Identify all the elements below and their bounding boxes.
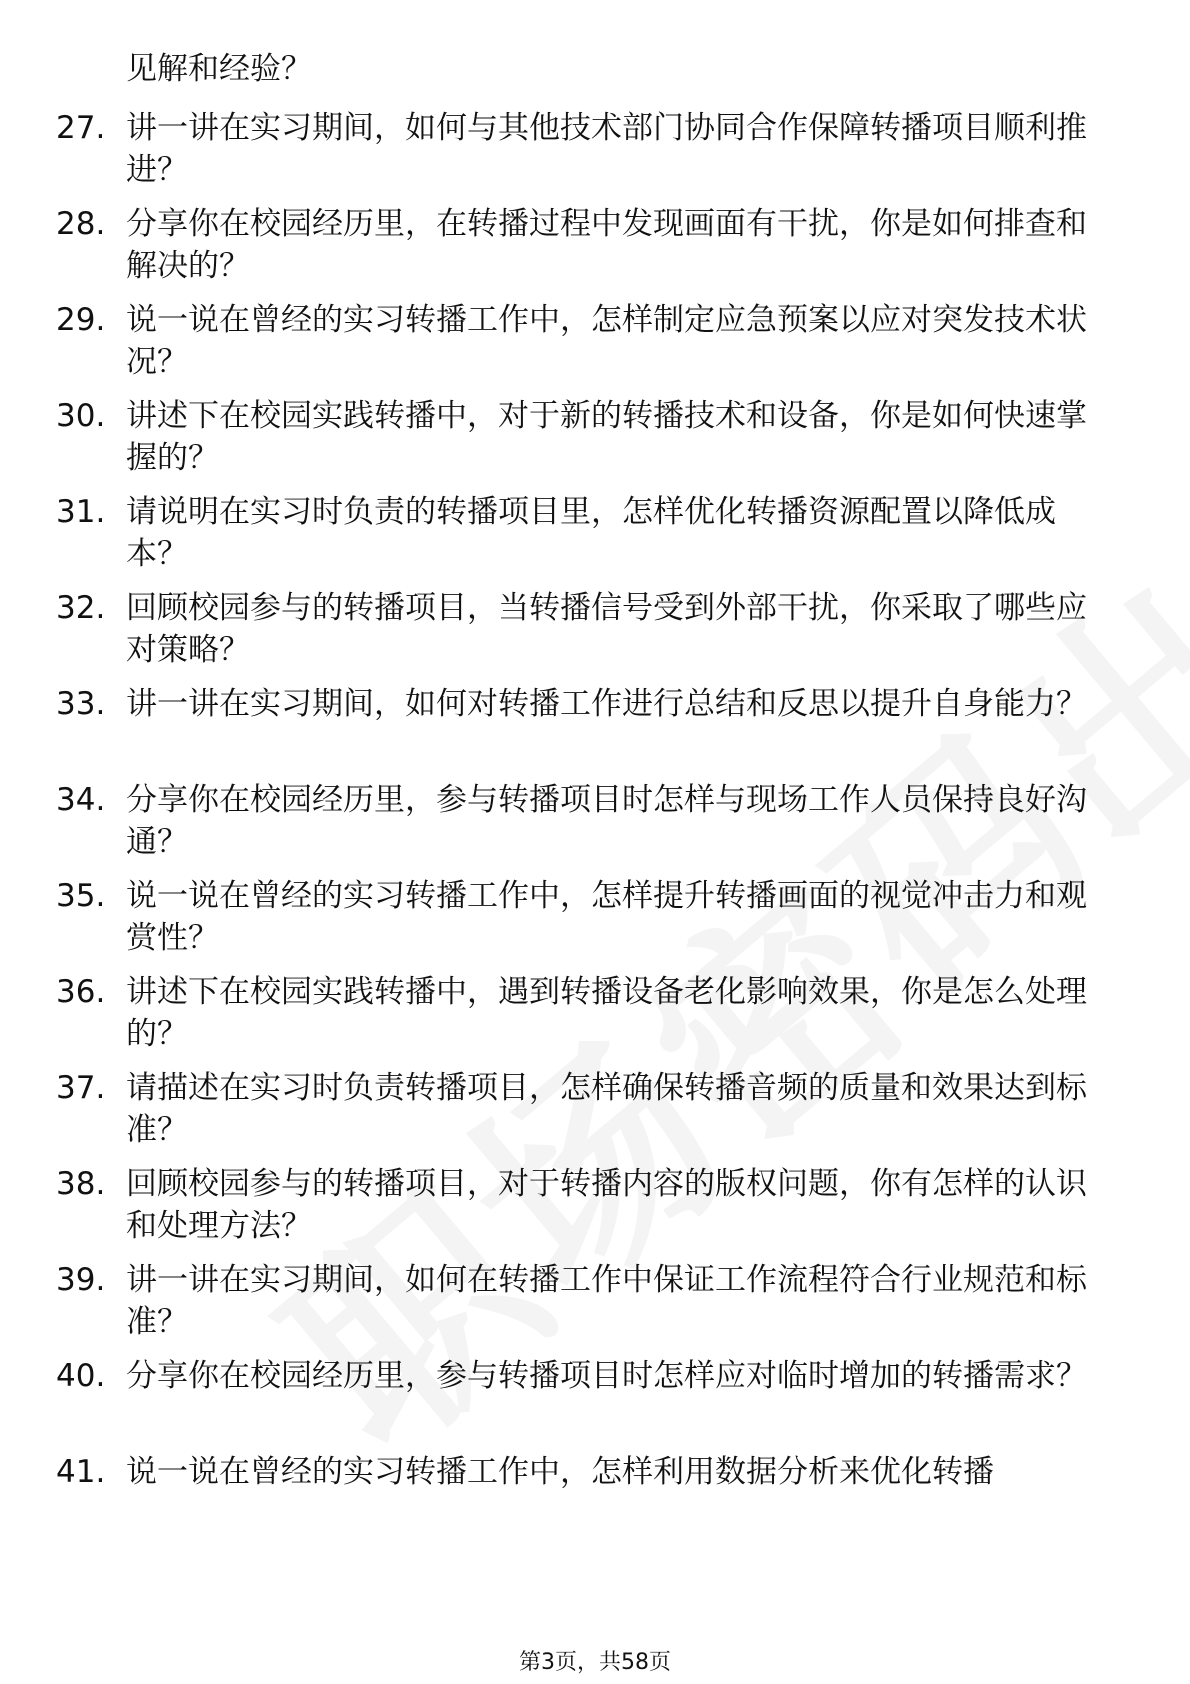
question-item — [56, 1355, 1116, 1397]
question-item — [56, 1451, 1116, 1493]
question-item — [56, 107, 1116, 191]
question-text: 分享你在校园经历里，参与转播项目时怎样应对临时增加的转播需求？ — [126, 1358, 1087, 1394]
question-number: 32. — [56, 590, 106, 626]
question-text: 分享你在校园经历里，在转播过程中发现画面有干扰，你是如何排查和解决的？ — [126, 206, 1087, 284]
question-item — [56, 1163, 1116, 1247]
question-text: 请描述在实习时负责转播项目，怎样确保转播音频的质量和效果达到标准？ — [126, 1070, 1087, 1148]
question-text: 分享你在校园经历里，参与转播项目时怎样与现场工作人员保持良好沟通？ — [126, 782, 1087, 860]
question-number: 34. — [56, 782, 106, 818]
question-number: 35. — [56, 878, 106, 914]
question-number: 30. — [56, 398, 106, 434]
question-number: 28. — [56, 206, 106, 242]
question-item — [56, 683, 1116, 725]
question-text: 说一说在曾经的实习转播工作中，怎样制定应急预案以应对突发技术状况？ — [126, 302, 1087, 380]
question-number: 38. — [56, 1166, 106, 1202]
question-item — [56, 1067, 1116, 1151]
question-text: 讲述下在校园实践转播中，遇到转播设备老化影响效果，你是怎么处理的？ — [126, 974, 1087, 1052]
question-item — [56, 299, 1116, 383]
question-text: 见解和经验？ — [126, 51, 312, 87]
question-text: 讲一讲在实习期间，如何与其他技术部门协同合作保障转播项目顺利推进？ — [126, 110, 1087, 188]
question-text: 回顾校园参与的转播项目，对于转播内容的版权问题，你有怎样的认识和处理方法？ — [126, 1166, 1087, 1244]
question-number: 41. — [56, 1454, 106, 1490]
question-number: 31. — [56, 494, 106, 530]
question-text: 讲一讲在实习期间，如何在转播工作中保证工作流程符合行业规范和标准？ — [126, 1262, 1087, 1340]
question-text: 讲述下在校园实践转播中，对于新的转播技术和设备，你是如何快速掌握的？ — [126, 398, 1087, 476]
question-number: 27. — [56, 110, 106, 146]
question-text: 回顾校园参与的转播项目，当转播信号受到外部干扰，你采取了哪些应对策略？ — [126, 590, 1087, 668]
question-text: 说一说在曾经的实习转播工作中，怎样利用数据分析来优化转播 — [126, 1454, 994, 1490]
question-text: 请说明在实习时负责的转播项目里，怎样优化转播资源配置以降低成本？ — [126, 494, 1056, 572]
question-item — [56, 587, 1116, 671]
question-item — [56, 395, 1116, 479]
question-item — [56, 203, 1116, 287]
question-item — [56, 875, 1116, 959]
continuation-line — [56, 48, 1116, 90]
question-item — [56, 491, 1116, 575]
question-text: 讲一讲在实习期间，如何对转播工作进行总结和反思以提升自身能力？ — [126, 686, 1087, 722]
question-number: 40. — [56, 1358, 106, 1394]
question-number: 37. — [56, 1070, 106, 1106]
question-number: 29. — [56, 302, 106, 338]
page-footer: 第3页，共58页 — [519, 1650, 671, 1675]
question-item — [56, 779, 1116, 863]
question-number: 36. — [56, 974, 106, 1010]
question-item — [56, 971, 1116, 1055]
question-number: 33. — [56, 686, 106, 722]
question-item — [56, 1259, 1116, 1343]
question-text: 说一说在曾经的实习转播工作中，怎样提升转播画面的视觉冲击力和观赏性？ — [126, 878, 1087, 956]
question-number: 39. — [56, 1262, 106, 1298]
